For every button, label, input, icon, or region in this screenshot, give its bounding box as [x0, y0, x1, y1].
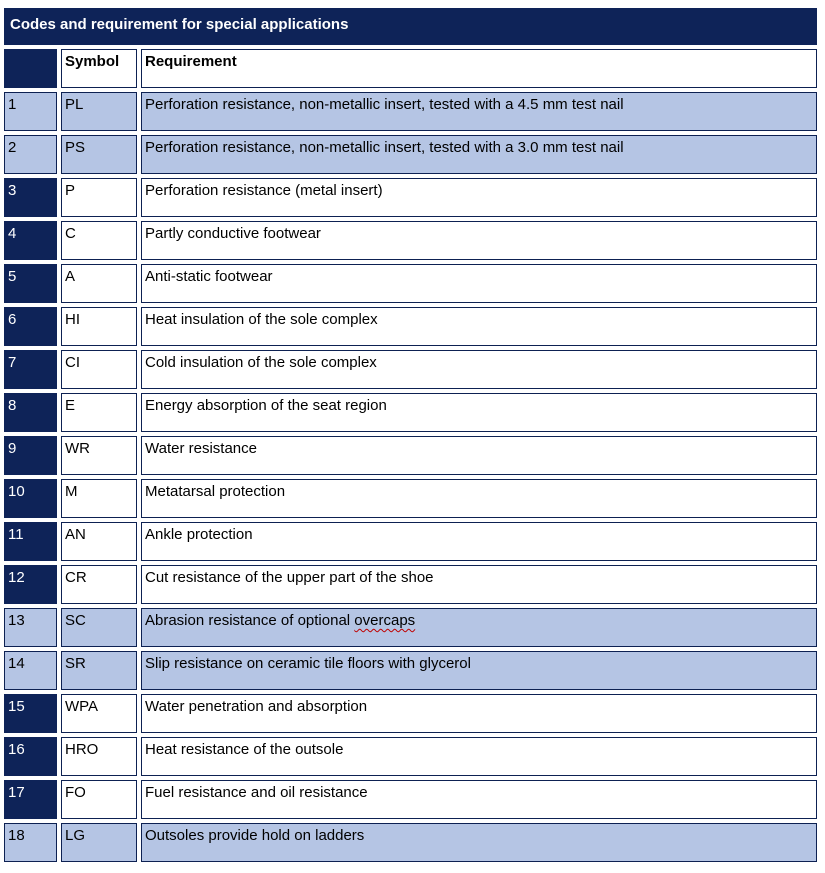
symbol-cell: HRO — [61, 737, 137, 776]
symbol-cell: CR — [61, 565, 137, 604]
requirement-cell: Cut resistance of the upper part of the shoe — [141, 565, 817, 604]
table-row — [4, 307, 817, 346]
requirement-cell: Metatarsal protection — [141, 479, 817, 518]
row-number-cell: 3 — [4, 178, 57, 217]
symbol-cell: PL — [61, 92, 137, 131]
codes-table-body — [4, 8, 817, 862]
requirement-cell: Fuel resistance and oil resistance — [141, 780, 817, 819]
requirement-cell: Cold insulation of the sole complex — [141, 350, 817, 389]
table-row — [4, 823, 817, 862]
requirement-cell: Ankle protection — [141, 522, 817, 561]
row-number-cell: 16 — [4, 737, 57, 776]
symbol-header-cell: Symbol — [61, 49, 137, 88]
table-row — [4, 565, 817, 604]
row-number-cell: 11 — [4, 522, 57, 561]
symbol-cell: FO — [61, 780, 137, 819]
requirement-cell: Perforation resistance (metal insert) — [141, 178, 817, 217]
table-row — [4, 737, 817, 776]
number-header-cell — [4, 49, 57, 88]
table-row — [4, 221, 817, 260]
table-title: Codes and requirement for special applications — [4, 8, 817, 45]
symbol-cell: P — [61, 178, 137, 217]
requirement-cell: Perforation resistance, non-metallic insert, tested with a 3.0 mm test nail — [141, 135, 817, 174]
symbol-cell: CI — [61, 350, 137, 389]
requirement-cell: Slip resistance on ceramic tile floors with glycerol — [141, 651, 817, 690]
misspelled-word: overcaps — [354, 612, 416, 629]
row-number-cell: 18 — [4, 823, 57, 862]
table-row — [4, 780, 817, 819]
requirement-cell: Outsoles provide hold on ladders — [141, 823, 817, 862]
codes-table — [0, 4, 821, 866]
row-number-cell: 7 — [4, 350, 57, 389]
table-row — [4, 264, 817, 303]
table-row — [4, 350, 817, 389]
row-number-cell: 14 — [4, 651, 57, 690]
row-number-cell: 6 — [4, 307, 57, 346]
requirement-cell: Perforation resistance, non-metallic insert, tested with a 4.5 mm test nail — [141, 92, 817, 131]
row-number-cell: 15 — [4, 694, 57, 733]
row-number-cell: 13 — [4, 608, 57, 647]
table-row — [4, 135, 817, 174]
requirement-cell: Water penetration and absorption — [141, 694, 817, 733]
symbol-cell: A — [61, 264, 137, 303]
row-number-cell: 8 — [4, 393, 57, 432]
requirement-cell: Anti-static footwear — [141, 264, 817, 303]
requirement-cell: Abrasion resistance of optional overcaps — [141, 608, 817, 647]
row-number-cell: 10 — [4, 479, 57, 518]
symbol-cell: M — [61, 479, 137, 518]
symbol-cell: WPA — [61, 694, 137, 733]
symbol-cell: PS — [61, 135, 137, 174]
row-number-cell: 5 — [4, 264, 57, 303]
row-number-cell: 1 — [4, 92, 57, 131]
row-number-cell: 17 — [4, 780, 57, 819]
table-row — [4, 178, 817, 217]
symbol-cell: HI — [61, 307, 137, 346]
requirement-header-cell: Requirement — [141, 49, 817, 88]
row-number-cell: 2 — [4, 135, 57, 174]
table-row — [4, 479, 817, 518]
table-row — [4, 694, 817, 733]
table-row — [4, 92, 817, 131]
symbol-cell: AN — [61, 522, 137, 561]
requirement-cell: Heat resistance of the outsole — [141, 737, 817, 776]
row-number-cell: 12 — [4, 565, 57, 604]
requirement-cell: Partly conductive footwear — [141, 221, 817, 260]
table-row — [4, 608, 817, 647]
symbol-cell: SC — [61, 608, 137, 647]
symbol-cell: WR — [61, 436, 137, 475]
row-number-cell: 9 — [4, 436, 57, 475]
requirement-cell: Heat insulation of the sole complex — [141, 307, 817, 346]
table-row — [4, 522, 817, 561]
symbol-cell: LG — [61, 823, 137, 862]
requirement-cell: Energy absorption of the seat region — [141, 393, 817, 432]
row-number-cell: 4 — [4, 221, 57, 260]
requirement-cell: Water resistance — [141, 436, 817, 475]
table-row — [4, 436, 817, 475]
header-row — [4, 49, 817, 88]
table-row — [4, 651, 817, 690]
symbol-cell: SR — [61, 651, 137, 690]
document-page — [0, 4, 821, 866]
table-row — [4, 393, 817, 432]
symbol-cell: E — [61, 393, 137, 432]
title-row — [4, 8, 817, 45]
symbol-cell: C — [61, 221, 137, 260]
